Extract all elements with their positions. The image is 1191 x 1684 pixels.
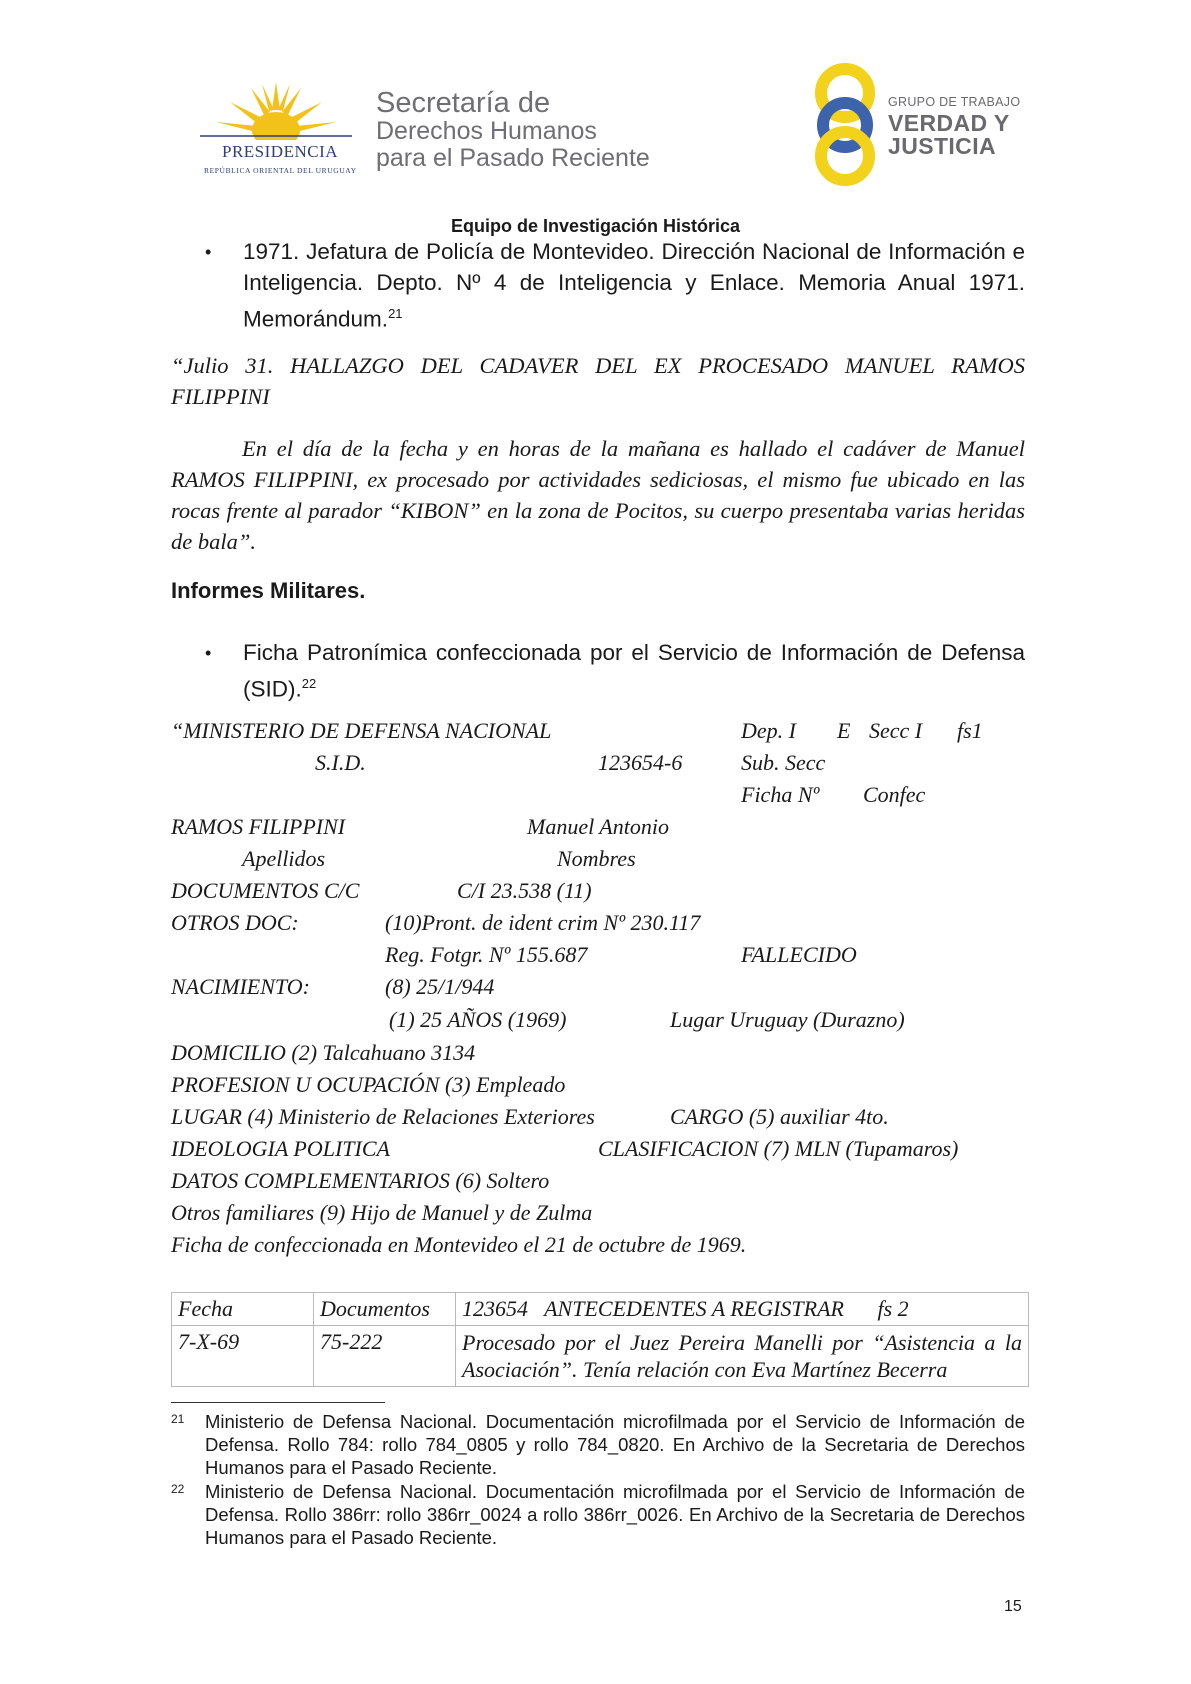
ficha-nacimiento-label: NACIMIENTO: — [171, 974, 310, 999]
bullet-item — [243, 236, 1025, 335]
ficha-datos-complementarios: DATOS COMPLEMENTARIOS (6) Soltero — [171, 1168, 550, 1193]
bullet-dot-icon: • — [205, 242, 212, 262]
secretaria-line1: Secretaría de — [376, 87, 551, 119]
bullet-dot-icon: • — [205, 643, 212, 663]
presidencia-label: PRESIDENCIA — [222, 142, 339, 161]
quote-body: En el día de la fecha y en horas de la mañana es hallado el cadáver de Manuel RAMOS FILIPPINI, ex procesado por actividades sediciosas, el mismo fue ubicado en las rocas frente al parador “KIBON” en la zona de Pocitos, su cuerpo presentaba varias heridas de bala”. — [171, 436, 1025, 554]
header-cell-documentos: Documentos — [314, 1293, 456, 1326]
ficha-apellidos-label: Apellidos — [242, 846, 326, 871]
bullet-text: 1971. Jefatura de Policía de Montevideo. Dirección Nacional de Información e Inteligencia. Depto. Nº 4 de Inteligencia y Enlace. Memoria Anual 1971. Memorándum. — [243, 239, 1025, 332]
bullet-text: Ficha Patronímica confeccionada por el Servicio de Información de Defensa (SID). — [243, 640, 1025, 702]
grupo-line3: JUSTICIA — [888, 133, 996, 159]
secretaria-line3: para el Pasado Reciente — [376, 144, 650, 172]
secretaria-title — [376, 88, 716, 172]
table-cell-documentos: 75-222 — [314, 1326, 456, 1387]
ficha-ideologia: IDEOLOGIA POLITICA — [171, 1136, 390, 1161]
ficha-cargo: CARGO (5) auxiliar 4to. — [670, 1104, 889, 1129]
ficha-confec: Confec — [863, 782, 926, 807]
header-cell-fecha: Fecha — [172, 1293, 314, 1326]
ficha-secc: Secc I — [869, 718, 923, 743]
ficha-e: E — [837, 718, 851, 743]
footnote-22 — [171, 1480, 1025, 1549]
ficha-otros-value1: (10)Pront. de ident crim Nº 230.117 — [385, 910, 701, 935]
bullet-list-2 — [205, 637, 1025, 705]
page-number: 15 — [1004, 1598, 1022, 1615]
ficha-sid: S.I.D. — [315, 750, 366, 775]
ficha-nombres-label: Nombres — [557, 846, 636, 871]
section-heading: Informes Militares. — [171, 578, 366, 603]
ficha-otros-value2: Reg. Fotgr. Nº 155.687 — [385, 942, 588, 967]
ficha-documentos-value: C/I 23.538 (11) — [457, 878, 592, 903]
footnote-text: Ministerio de Defensa Nacional. Documentación microfilmada por el Servicio de Información de Defensa. Rollo 784: rollo 784_0805 y rollo 784_0820. En Archivo de la Secretaria de Derechos Humanos para el Pasado Reciente. — [205, 1411, 1025, 1478]
bullet-list-1 — [205, 236, 1025, 335]
ficha-edad: (1) 25 AÑOS (1969) — [389, 1007, 567, 1032]
ficha-nacimiento-value: (8) 25/1/944 — [385, 974, 495, 999]
ficha-confeccionada: Ficha de confeccionada en Montevideo el 21 de octubre de 1969. — [171, 1232, 747, 1257]
ficha-dep: Dep. I — [741, 718, 796, 743]
grupo-trabajo-logo — [812, 62, 1032, 187]
grupo-line1: GRUPO DE TRABAJO — [888, 95, 1021, 109]
ficha-documentos-label: DOCUMENTOS C/C — [171, 878, 360, 903]
grupo-line2: VERDAD Y — [888, 110, 1010, 136]
antecedentes-heading: 123654 ANTECEDENTES A REGISTRAR — [462, 1296, 844, 1321]
ficha-lugar-trabajo: LUGAR (4) Ministerio de Relaciones Exteriores — [171, 1104, 595, 1129]
secretaria-line2: Derechos Humanos — [376, 117, 597, 145]
ficha-nombres-value: Manuel Antonio — [527, 814, 669, 839]
footnote-ref: 22 — [301, 676, 317, 691]
quote-title: “Julio 31. HALLAZGO DEL CADAVER DEL EX PROCESADO MANUEL RAMOS FILIPPINI — [171, 353, 1025, 409]
ficha-lugar: Lugar Uruguay (Durazno) — [670, 1007, 905, 1032]
header-cell-antecedentes — [456, 1293, 1029, 1326]
footnote-number: 22 — [171, 1482, 185, 1496]
rings-emblem-icon — [812, 62, 878, 187]
table-cell-antecedente: Procesado por el Juez Pereira Manelli por “Asistencia a la Asociación”. Tenía relación con Eva Martínez Becerra — [456, 1326, 1029, 1387]
ficha-fallecido: FALLECIDO — [741, 942, 857, 967]
footnote-21 — [171, 1410, 1025, 1479]
footnote-ref: 21 — [388, 306, 403, 321]
antecedentes-table — [171, 1292, 1029, 1387]
team-title: Equipo de Investigación Histórica — [450, 216, 741, 236]
footnote-number: 21 — [171, 1412, 185, 1426]
presidencia-subtitle: REPÚBLICA ORIENTAL DEL URUGUAY — [204, 166, 357, 175]
ficha-clasificacion: CLASIFICACION (7) MLN (Tupamaros) — [598, 1136, 959, 1161]
ficha-num: 123654-6 — [598, 750, 683, 775]
ficha-subsecc: Sub. Secc — [741, 750, 826, 775]
bullet-item — [243, 637, 1025, 705]
table-row — [172, 1326, 1029, 1387]
ficha-ministerio: “MINISTERIO DE DEFENSA NACIONAL — [171, 718, 552, 743]
ficha-otros-familiares: Otros familiares (9) Hijo de Manuel y de Zulma — [171, 1200, 593, 1225]
ficha-ficha-no: Ficha Nº — [741, 782, 820, 807]
ficha-apellidos-value: RAMOS FILIPPINI — [171, 814, 346, 839]
table-cell-fecha: 7-X-69 — [172, 1326, 314, 1387]
ficha-otros-label: OTROS DOC: — [171, 910, 299, 935]
footnote-text: Ministerio de Defensa Nacional. Documentación microfilmada por el Servicio de Información de Defensa. Rollo 386rr: rollo 386rr_0024 a rollo 386rr_0026. En Archivo de la Secretaria de Derechos Humanos para el Pasado Reciente. — [205, 1481, 1025, 1548]
presidencia-logo — [196, 80, 356, 175]
sun-emblem-icon — [196, 80, 356, 140]
ficha-domicilio: DOMICILIO (2) Talcahuano 3134 — [171, 1040, 476, 1065]
footnote-divider — [171, 1402, 385, 1403]
table-header-row — [172, 1293, 1029, 1326]
antecedentes-fs: fs 2 — [877, 1296, 909, 1321]
ficha-fs: fs1 — [957, 718, 983, 743]
ficha-profesion: PROFESION U OCUPACIÓN (3) Empleado — [171, 1072, 566, 1097]
